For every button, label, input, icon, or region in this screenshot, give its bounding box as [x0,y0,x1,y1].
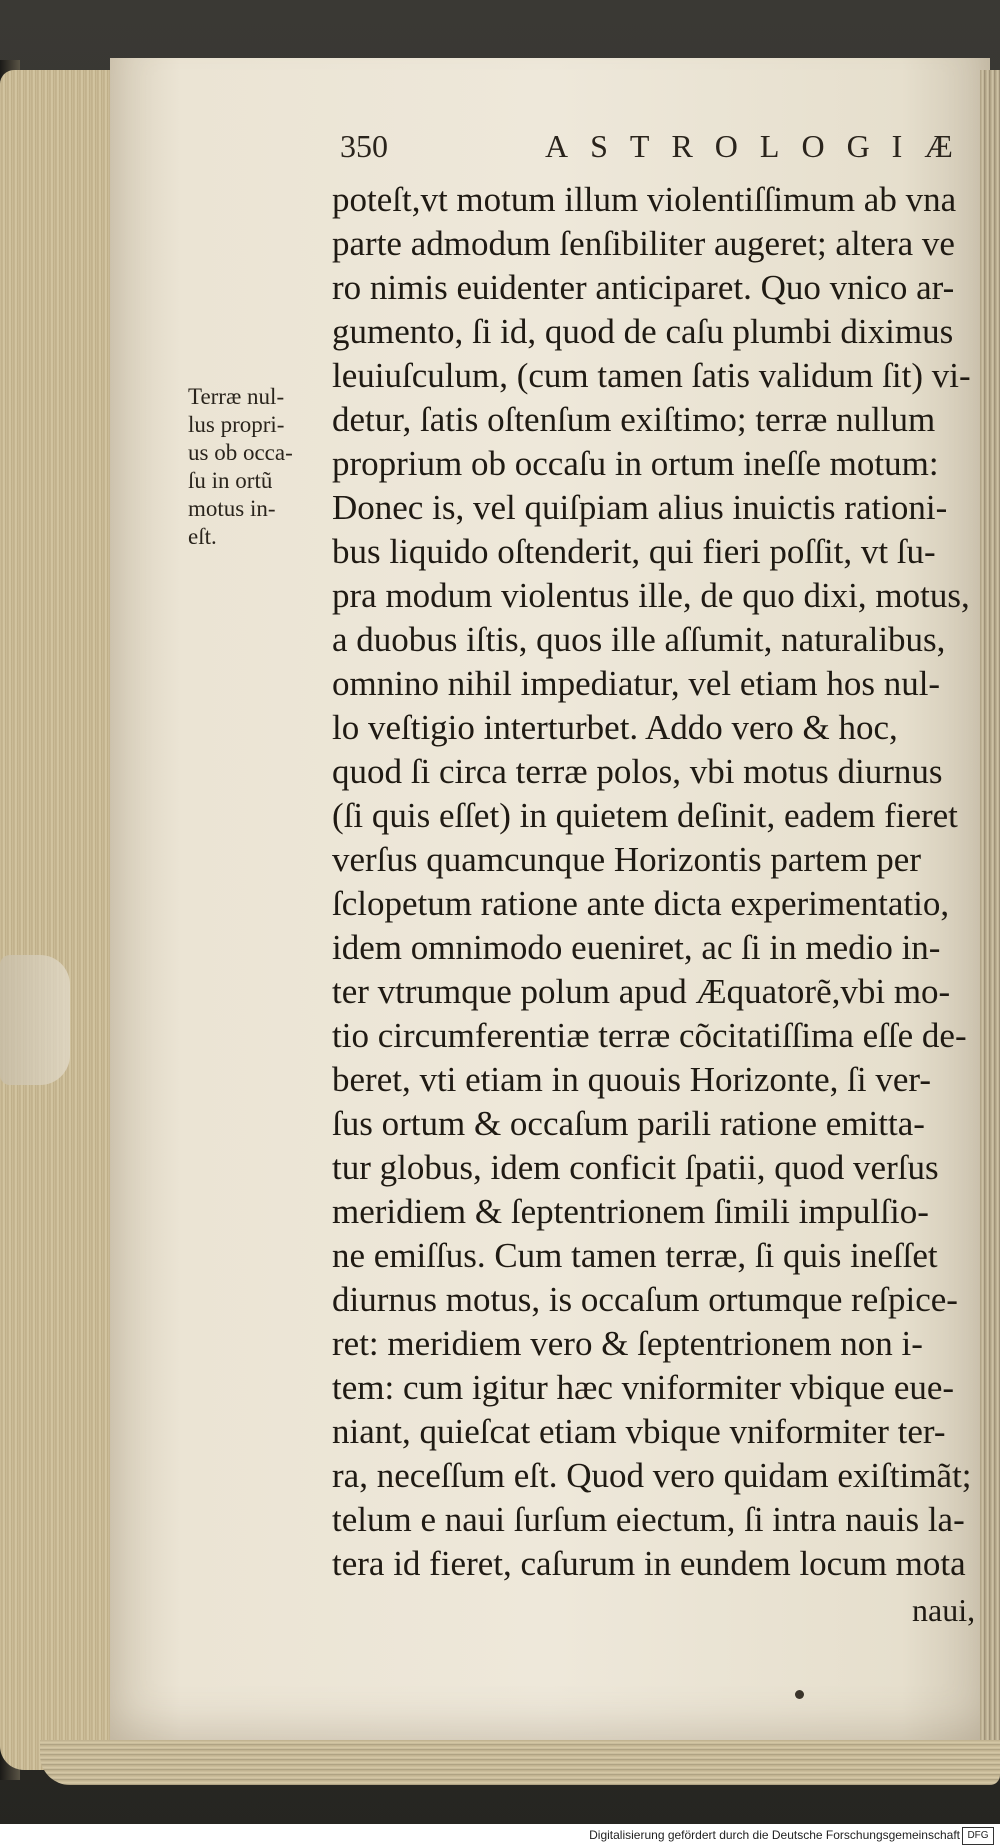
catchword: naui, [912,1592,976,1628]
text-line: diurnus motus, is occaſum ortumque reſpice- [332,1280,958,1319]
footer-bar [0,1824,1000,1848]
text-line: detur, ſatis oſtenſum exiſtimo; terræ nullum [332,400,936,439]
text-line: tem: cum igitur hæc vniformiter vbique eue- [332,1368,955,1407]
margin-note [188,383,348,551]
bottom-page-edge [40,1740,1000,1785]
text-line: quod ſi circa terræ polos, vbi motus diurnus [332,752,943,791]
text-line: gumento, ſi id, quod de caſu plumbi diximus [332,312,954,351]
text-line: meridiem & ſeptentrionem ſimili impulſio- [332,1192,929,1231]
text-line: a duobus iſtis, quos ille aſſumit, naturalibus, [332,620,946,659]
text-line: ra, neceſſum eſt. Quod vero quidam exiſtimãt; [332,1456,972,1495]
text-line: tio circumferentiæ terræ cõcitatiſſima eſſe de- [332,1016,967,1055]
text-line: poteſt,vt motum illum violentiſſimum ab vna [332,180,957,219]
page-number: 350 [340,128,388,164]
text-line: ſclopetum ratione ante dicta experimentatio, [332,884,950,923]
text-line: leuiuſculum, (cum tamen ſatis validum ſit) vi- [332,356,971,395]
margin-note-line: eſt. [188,524,217,549]
text-line: telum e naui ſurſum eiectum, ſi intra nauis la- [332,1500,965,1539]
margin-note-line: ſu in ortũ [188,468,273,493]
text-line: Donec is, vel quiſpiam alius inuictis rationi- [332,488,948,527]
text-line: tur globus, idem conficit ſpatii, quod verſus [332,1148,939,1187]
text-line: parte admodum ſenſibiliter augeret; altera ve [332,224,955,263]
running-title: ASTROLOGIÆ [545,128,975,164]
text-line: verſus quamcunque Horizontis partem per [332,840,921,879]
page-edges [0,70,120,1770]
text-line: pra modum violentus ille, de quo dixi, motus, [332,576,970,615]
margin-note-line: lus propri- [188,412,285,437]
text-line: lo veſtigio interturbet. Addo vero & hoc, [332,708,898,747]
ink-dot [795,1690,804,1699]
text-line: proprium ob occaſu in ortum ineſſe motum: [332,444,939,483]
text-line: ro nimis euidenter anticiparet. Quo vnico ar- [332,268,955,307]
text-line: tera id fieret, caſurum in eundem locum mota [332,1544,966,1583]
text-line: ret: meridiem vero & ſeptentrionem non i- [332,1324,923,1363]
text-line: (ſi quis eſſet) in quietem deſinit, eadem fieret [332,796,958,835]
margin-note-line: Terræ nul- [188,384,285,409]
margin-note-line: us ob occa- [188,440,293,465]
text-line: omnino nihil impediatur, vel etiam hos nul- [332,664,941,703]
margin-note-line: motus in- [188,496,276,521]
text-line: bus liquido oſtenderit, qui fieri poſſit, vt ſu- [332,532,936,571]
text-line: ſus ortum & occaſum parili ratione emitta- [332,1104,925,1143]
page-clip [0,955,70,1085]
dfg-logo: DFG [962,1827,994,1845]
funding-credit: Digitalisierung gefördert durch die Deutsche Forschungsgemeinschaft [589,1828,960,1842]
text-line: beret, vti etiam in quouis Horizonte, ſi ver- [332,1060,931,1099]
text-line: ne emiſſus. Cum tamen terræ, ſi quis ineſſet [332,1236,938,1275]
text-line: niant, quieſcat etiam vbique vniformiter ter- [332,1412,946,1451]
body-text [332,178,992,1586]
text-line: idem omnimodo eueniret, ac ſi in medio in- [332,928,941,967]
text-line: ter vtrumque polum apud Æquatorẽ,vbi mo- [332,972,951,1011]
